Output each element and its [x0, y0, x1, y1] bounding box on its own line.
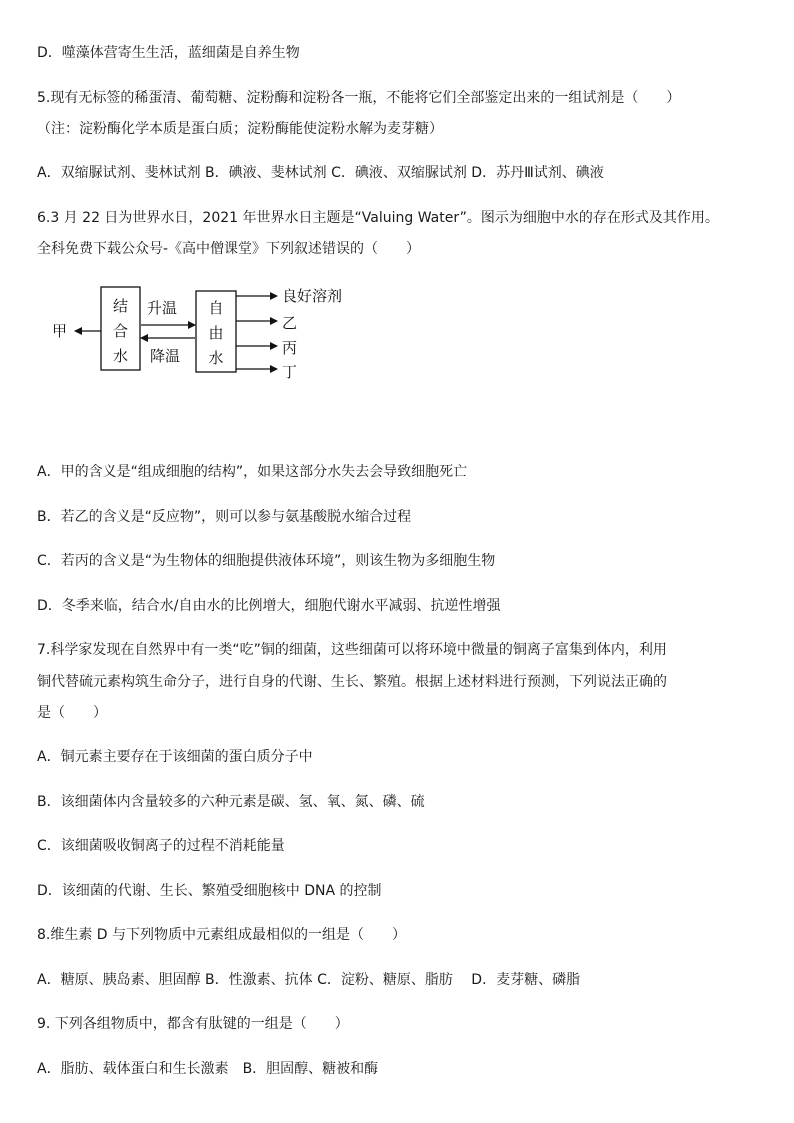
question-7-stem-line2: 铜代替硫元素构筑生命分子，进行自身的代谢、生长、繁殖。根据上述材料进行预测，下列说法正确的	[37, 674, 667, 690]
heat-label: 升温	[147, 299, 178, 317]
question-5-stem: 5.现有无标签的稀蛋清、葡萄糖、淀粉酶和淀粉各一瓶，不能将它们全部鉴定出来的一组试剂是（ ）	[37, 90, 681, 106]
question-5-options: A．双缩脲试剂、斐林试剂 B．碘液、斐林试剂 C．碘液、双缩脲试剂 D．苏丹Ⅲ试剂、碘液	[37, 165, 604, 181]
output-bing: 丙	[282, 339, 298, 357]
output-ding: 丁	[282, 363, 298, 381]
free-water-char-3: 水	[208, 349, 224, 367]
question-7-stem-line1: 7.科学家发现在自然界中有一类“吃”铜的细菌，这些细菌可以将环境中微量的铜离子富集到体内，利用	[37, 642, 667, 658]
water-forms-diagram	[0, 280, 794, 390]
question-6-stem-line1: 6.3 月 22 日为世界水日，2021 年世界水日主题是“Valuing Water”。图示为细胞中水的存在形式及其作用。	[37, 210, 719, 226]
question-8-options: A．糖原、胰岛素、胆固醇 B．性激素、抗体 C．淀粉、糖原、脂肪 D．麦芽糖、磷脂	[37, 972, 581, 988]
question-7-option-b: B．该细菌体内含量较多的六种元素是碳、氢、氧、氮、磷、硫	[37, 794, 425, 810]
output-yi: 乙	[282, 314, 298, 332]
question-9-options: A．脂肪、载体蛋白和生长激素 B．胆固醇、糖被和酶	[37, 1061, 379, 1077]
output-solvent: 良好溶剂	[282, 287, 343, 305]
question-7-option-a: A．铜元素主要存在于该细菌的蛋白质分子中	[37, 749, 313, 765]
jia-label: 甲	[52, 322, 68, 340]
option-4d: D．噬藻体营寄生生活，蓝细菌是自养生物	[37, 45, 300, 61]
free-water-char-2: 由	[208, 324, 224, 342]
bound-water-char-1: 结	[112, 297, 129, 315]
question-9-stem: 9. 下列各组物质中，都含有肽键的一组是（ ）	[37, 1016, 349, 1032]
question-8-stem: 8.维生素 D 与下列物质中元素组成最相似的一组是（ ）	[37, 927, 407, 943]
question-7-stem-line3: 是（ ）	[37, 705, 107, 721]
question-7-option-d: D．该细菌的代谢、生长、繁殖受细胞核中 DNA 的控制	[37, 883, 382, 899]
question-6-stem-line2: 全科免费下载公众号-《高中僧课堂》下列叙述错误的（ ）	[37, 241, 421, 257]
bound-water-char-3: 水	[112, 347, 129, 365]
question-6-option-b: B．若乙的含义是“反应物”，则可以参与氨基酸脱水缩合过程	[37, 509, 412, 525]
cool-label: 降温	[150, 347, 181, 365]
bound-water-char-2: 合	[112, 322, 129, 340]
question-6-option-a: A．甲的含义是“组成细胞的结构”，如果这部分水失去会导致细胞死亡	[37, 464, 468, 480]
question-6-option-c: C．若丙的含义是“为生物体的细胞提供液体环境”，则该生物为多细胞生物	[37, 553, 496, 569]
question-5-note: （注：淀粉酶化学本质是蛋白质；淀粉酶能使淀粉水解为麦芽糖）	[37, 121, 443, 137]
free-water-char-1: 自	[208, 299, 224, 317]
question-6-option-d: D．冬季来临，结合水/自由水的比例增大，细胞代谢水平减弱、抗逆性增强	[37, 598, 501, 614]
question-7-option-c: C．该细菌吸收铜离子的过程不消耗能量	[37, 838, 285, 854]
